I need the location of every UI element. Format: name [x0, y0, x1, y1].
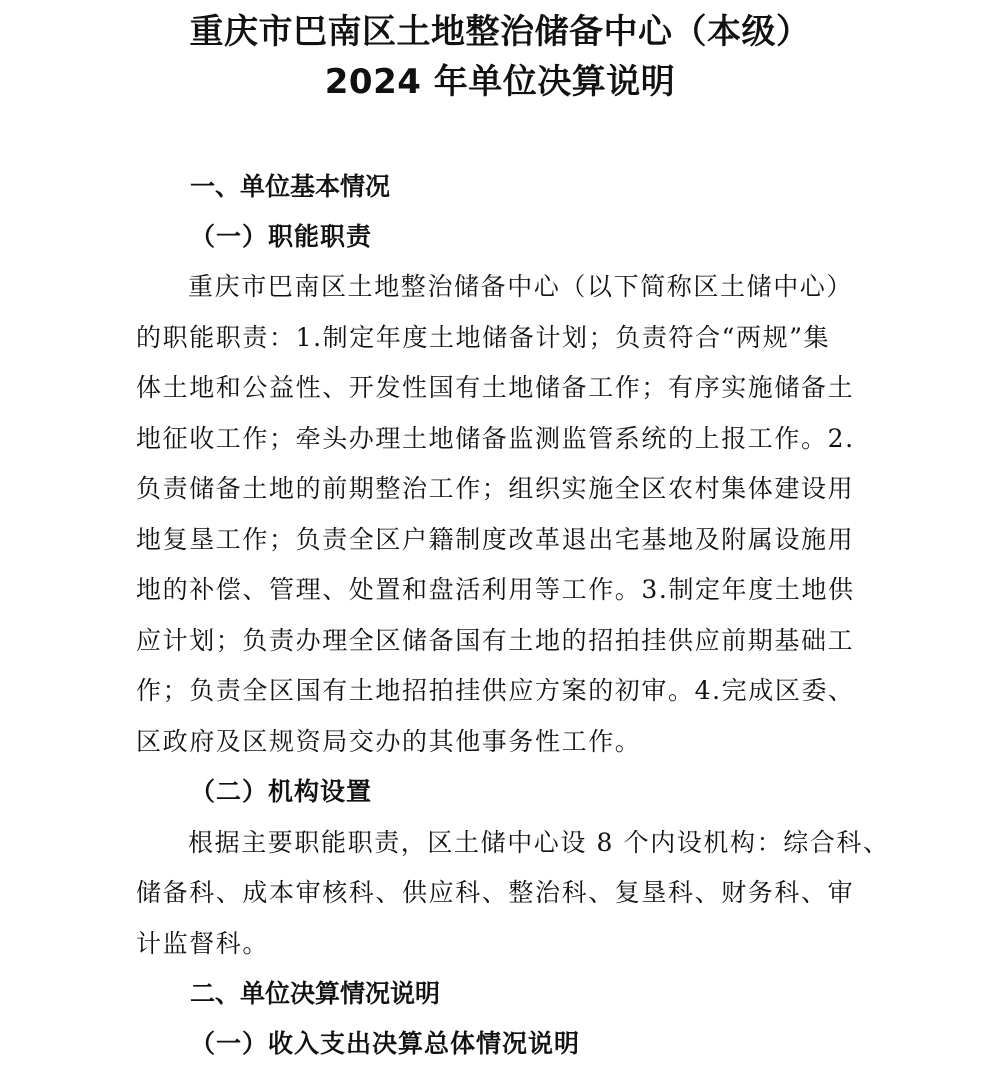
subsection-heading-functions: （一）职能职责 [190, 222, 373, 251]
paragraph-line: 根据主要职能职责，区土储中心设 8 个内设机构：综合科、 [188, 828, 890, 857]
paragraph-line: 重庆市巴南区土地整治储备中心（以下简称区土储中心） [188, 272, 854, 301]
paragraph-line: 负责储备土地的前期整治工作；组织实施全区农村集体建设用 [136, 474, 855, 503]
subsection-heading-income-expenditure: （一）收入支出决算总体情况说明 [190, 1029, 581, 1058]
paragraph-line: 地的补偿、管理、处置和盘活利用等工作。3.制定年度土地供 [136, 575, 855, 604]
paragraph-line: 的职能职责：1.制定年度土地储备计划；负责符合“两规”集 [136, 323, 831, 352]
paragraph-line: 作；负责全区国有土地招拍挂供应方案的初审。4.完成区委、 [136, 676, 855, 705]
section-heading-final-accounts: 二、单位决算情况说明 [190, 979, 441, 1008]
subsection-heading-organization: （二）机构设置 [190, 777, 373, 806]
paragraph-line: 地复垦工作；负责全区户籍制度改革退出宅基地及附属设施用 [136, 525, 855, 554]
paragraph-line: 区政府及区规资局交办的其他事务性工作。 [136, 727, 642, 756]
paragraph-line: 应计划；负责办理全区储备国有土地的招拍挂供应前期基础工 [136, 626, 855, 655]
paragraph-line: 体土地和公益性、开发性国有土地储备工作；有序实施储备土 [136, 373, 855, 402]
section-heading-basic-info: 一、单位基本情况 [190, 172, 391, 201]
paragraph-line: 计监督科。 [136, 929, 270, 958]
document-title-line-1: 重庆市巴南区土地整治储备中心（本级） [189, 12, 811, 52]
paragraph-line: 地征收工作；牵头办理土地储备监测监管系统的上报工作。2. [136, 424, 855, 453]
paragraph-line: 储备科、成本审核科、供应科、整治科、复垦科、财务科、审 [136, 878, 855, 907]
document-title-line-2: 2024 年单位决算说明 [324, 62, 676, 102]
